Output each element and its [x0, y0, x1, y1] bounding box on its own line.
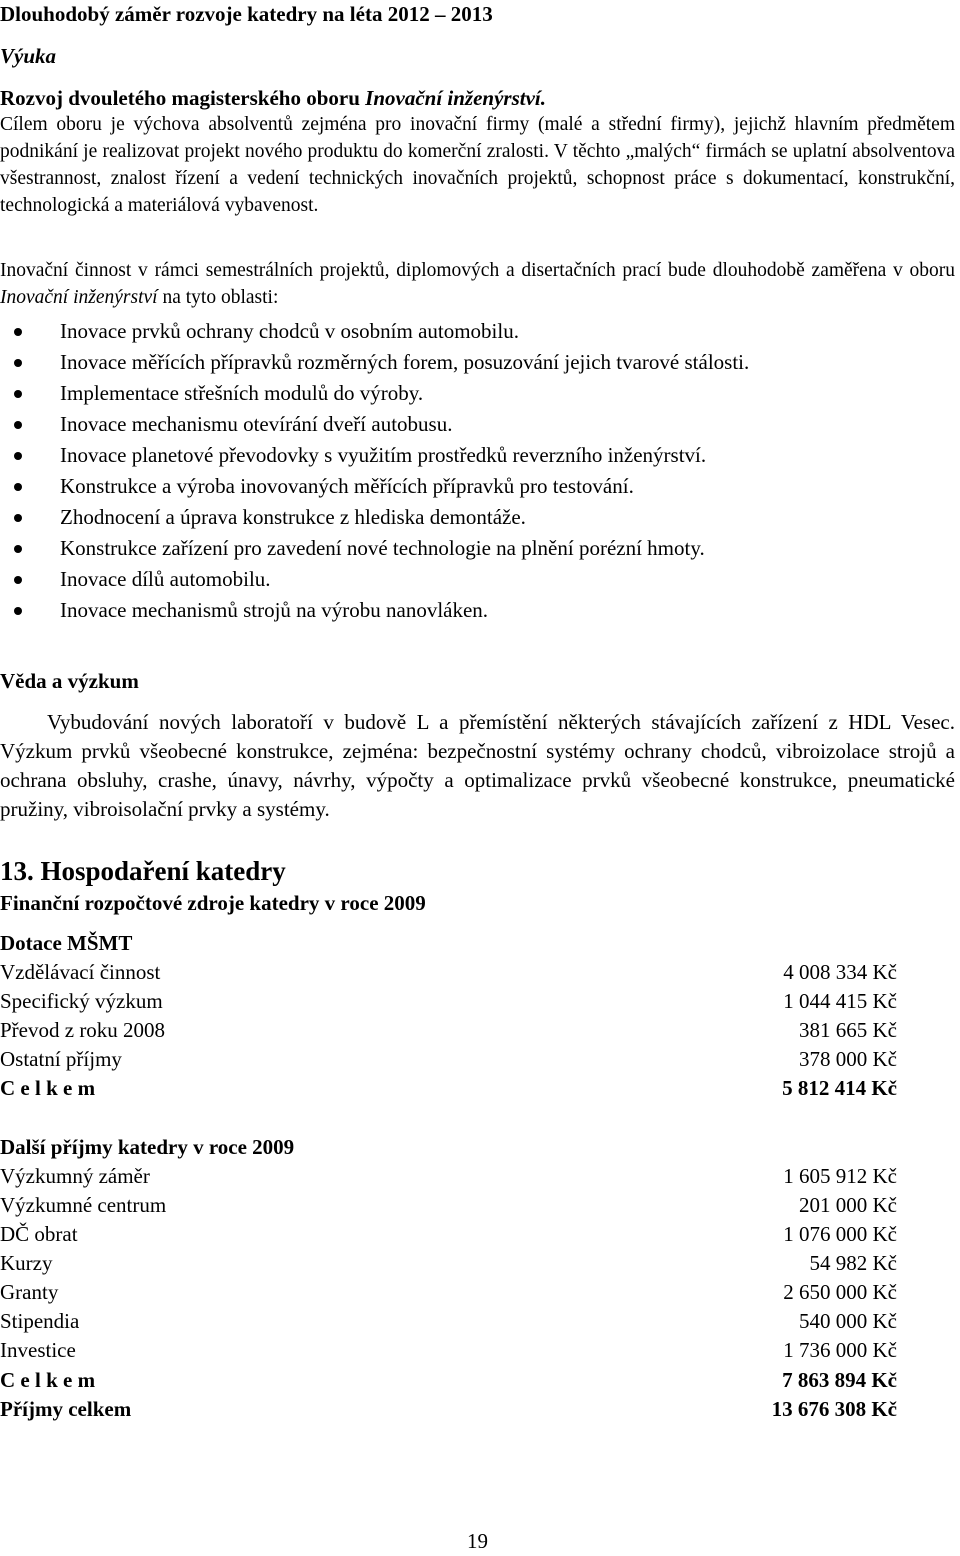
row-label: Kurzy [0, 1251, 53, 1275]
table-row [0, 1307, 897, 1336]
row-amount: 540 000 Kč [799, 1309, 897, 1333]
row-label: Ostatní příjmy [0, 1047, 122, 1071]
list-item-text: Inovace planetové převodovky s využitím prostředků reverzního inženýrství. [60, 443, 707, 467]
bullet-icon [14, 514, 22, 522]
list-item-text: Implementace střešních modulů do výroby. [60, 381, 424, 405]
row-label: DČ obrat [0, 1222, 78, 1246]
row-amount: 54 982 Kč [809, 1251, 897, 1275]
bullet-icon [14, 483, 22, 491]
subsidy-title: Dotace MŠMT [0, 931, 133, 955]
bullet-icon [14, 607, 22, 615]
other-total-row [0, 1366, 897, 1395]
table-row [0, 1191, 897, 1220]
table-row [0, 1016, 897, 1045]
document-title: Dlouhodobý záměr rozvoje katedry na léta 2012 – 2013 [0, 2, 493, 26]
table-row [0, 1220, 897, 1249]
total-amount: 5 812 414 Kč [782, 1076, 897, 1100]
table-row [0, 1162, 897, 1191]
list-item [0, 378, 749, 409]
grand-total-amount: 13 676 308 Kč [771, 1397, 897, 1421]
list-item-text: Inovace měřících přípravků rozměrných forem, posuzování jejich tvarové stálosti. [60, 350, 750, 374]
list-item-text: Konstrukce zařízení pro zavedení nové technologie na plnění porézní hmoty. [60, 536, 705, 560]
row-amount: 4 008 334 Kč [783, 960, 897, 984]
focus-intro-field: Inovační inženýrství [0, 287, 158, 308]
focus-intro-start: Inovační činnost v rámci semestrálních projektů, diplomových a disertačních prací bude dlouhodobě zaměřena v oboru [0, 260, 955, 281]
row-label: Vzdělávací činnost [0, 960, 161, 984]
row-label: Investice [0, 1338, 76, 1362]
program-description: Cílem oboru je výchova absolventů zejména pro inovační firmy (malé a střední firmy), jejichž hlavním předmětem podnikání je realizovat projekt nového produktu do komerční zralosti. V těchto „malých“ firmách se uplatní absolventova všestrannost, znalost řízení a vedení technických inovačních projektů, schopnost práce s dokumentací, konstrukční, technologická a materiálová vybavenost. [0, 114, 955, 216]
table-row [0, 987, 897, 1016]
list-item [0, 440, 749, 471]
bullet-icon [14, 328, 22, 336]
bullet-icon [14, 576, 22, 584]
list-item [0, 502, 749, 533]
list-item [0, 471, 749, 502]
row-label: Výzkumné centrum [0, 1193, 167, 1217]
row-label: Specifický výzkum [0, 989, 163, 1013]
grand-total-row [0, 1395, 897, 1424]
list-item [0, 533, 749, 564]
list-item [0, 595, 749, 626]
list-item-text: Inovace dílů automobilu. [60, 567, 271, 591]
row-amount: 1 736 000 Kč [783, 1338, 897, 1362]
program-heading-name: Inovační inženýrství. [365, 86, 547, 110]
row-amount: 1 605 912 Kč [783, 1164, 897, 1188]
total-amount: 7 863 894 Kč [782, 1368, 897, 1392]
page-number: 19 [467, 1529, 488, 1553]
program-heading-prefix: Rozvoj dvouletého magisterského oboru [0, 86, 366, 110]
bullet-icon [14, 390, 22, 398]
list-item [0, 316, 749, 347]
list-item-text: Zhodnocení a úprava konstrukce z hlediska demontáže. [60, 505, 526, 529]
research-description: Vybudování nových laboratoří v budově L a přemístění některých stávajících zařízení z HDL Vesec. Výzkum prvků všeobecné konstrukce, zejména: bezpečnostní systémy ochrany chodců, vibroizolace strojů a ochrana obsluhy, crashe, únavy, návrhy, výpočty a optimalizace prvků všeobecné konstrukce, pneumatické pružiny, vibroisolační prvky a systémy. [0, 710, 955, 821]
list-item-text: Inovace mechanismů strojů na výrobu nanovláken. [60, 598, 489, 622]
table-row [0, 1336, 897, 1365]
row-label: Výzkumný záměr [0, 1164, 150, 1188]
list-item-text: Inovace prvků ochrany chodců v osobním automobilu. [60, 319, 519, 343]
finance-subtitle: Finanční rozpočtové zdroje katedry v roce 2009 [0, 891, 426, 915]
program-focus-intro [0, 257, 955, 311]
grand-total-label: Příjmy celkem [0, 1397, 132, 1421]
row-amount: 2 650 000 Kč [783, 1280, 897, 1304]
total-label: C e l k e m [0, 1368, 96, 1392]
focus-area-list [0, 316, 749, 626]
list-item-text: Inovace mechanismu otevírání dveří autobusu. [60, 412, 453, 436]
section-research-title: Věda a výzkum [0, 669, 139, 693]
table-row [0, 1278, 897, 1307]
list-item-text: Konstrukce a výroba inovovaných měřících přípravků pro testování. [60, 474, 634, 498]
row-amount: 1 044 415 Kč [783, 989, 897, 1013]
list-item [0, 347, 749, 378]
bullet-icon [14, 359, 22, 367]
bullet-icon [14, 545, 22, 553]
row-amount: 378 000 Kč [799, 1047, 897, 1071]
table-row [0, 958, 897, 987]
other-income-title: Další příjmy katedry v roce 2009 [0, 1135, 295, 1159]
subsidy-total-row [0, 1074, 897, 1103]
list-item [0, 409, 749, 440]
table-row [0, 1249, 897, 1278]
row-label: Převod z roku 2008 [0, 1018, 166, 1042]
row-label: Stipendia [0, 1309, 80, 1333]
focus-intro-end: na tyto oblasti: [157, 287, 279, 308]
row-amount: 381 665 Kč [799, 1018, 897, 1042]
row-amount: 201 000 Kč [799, 1193, 897, 1217]
program-heading [0, 84, 546, 113]
row-amount: 1 076 000 Kč [783, 1222, 897, 1246]
list-item [0, 564, 749, 595]
bullet-icon [14, 452, 22, 460]
row-label: Granty [0, 1280, 59, 1304]
total-label: C e l k e m [0, 1076, 96, 1100]
chapter-title: 13. Hospodaření katedry [0, 856, 286, 886]
bullet-icon [14, 421, 22, 429]
table-row [0, 1045, 897, 1074]
section-teaching-title: Výuka [0, 44, 57, 68]
